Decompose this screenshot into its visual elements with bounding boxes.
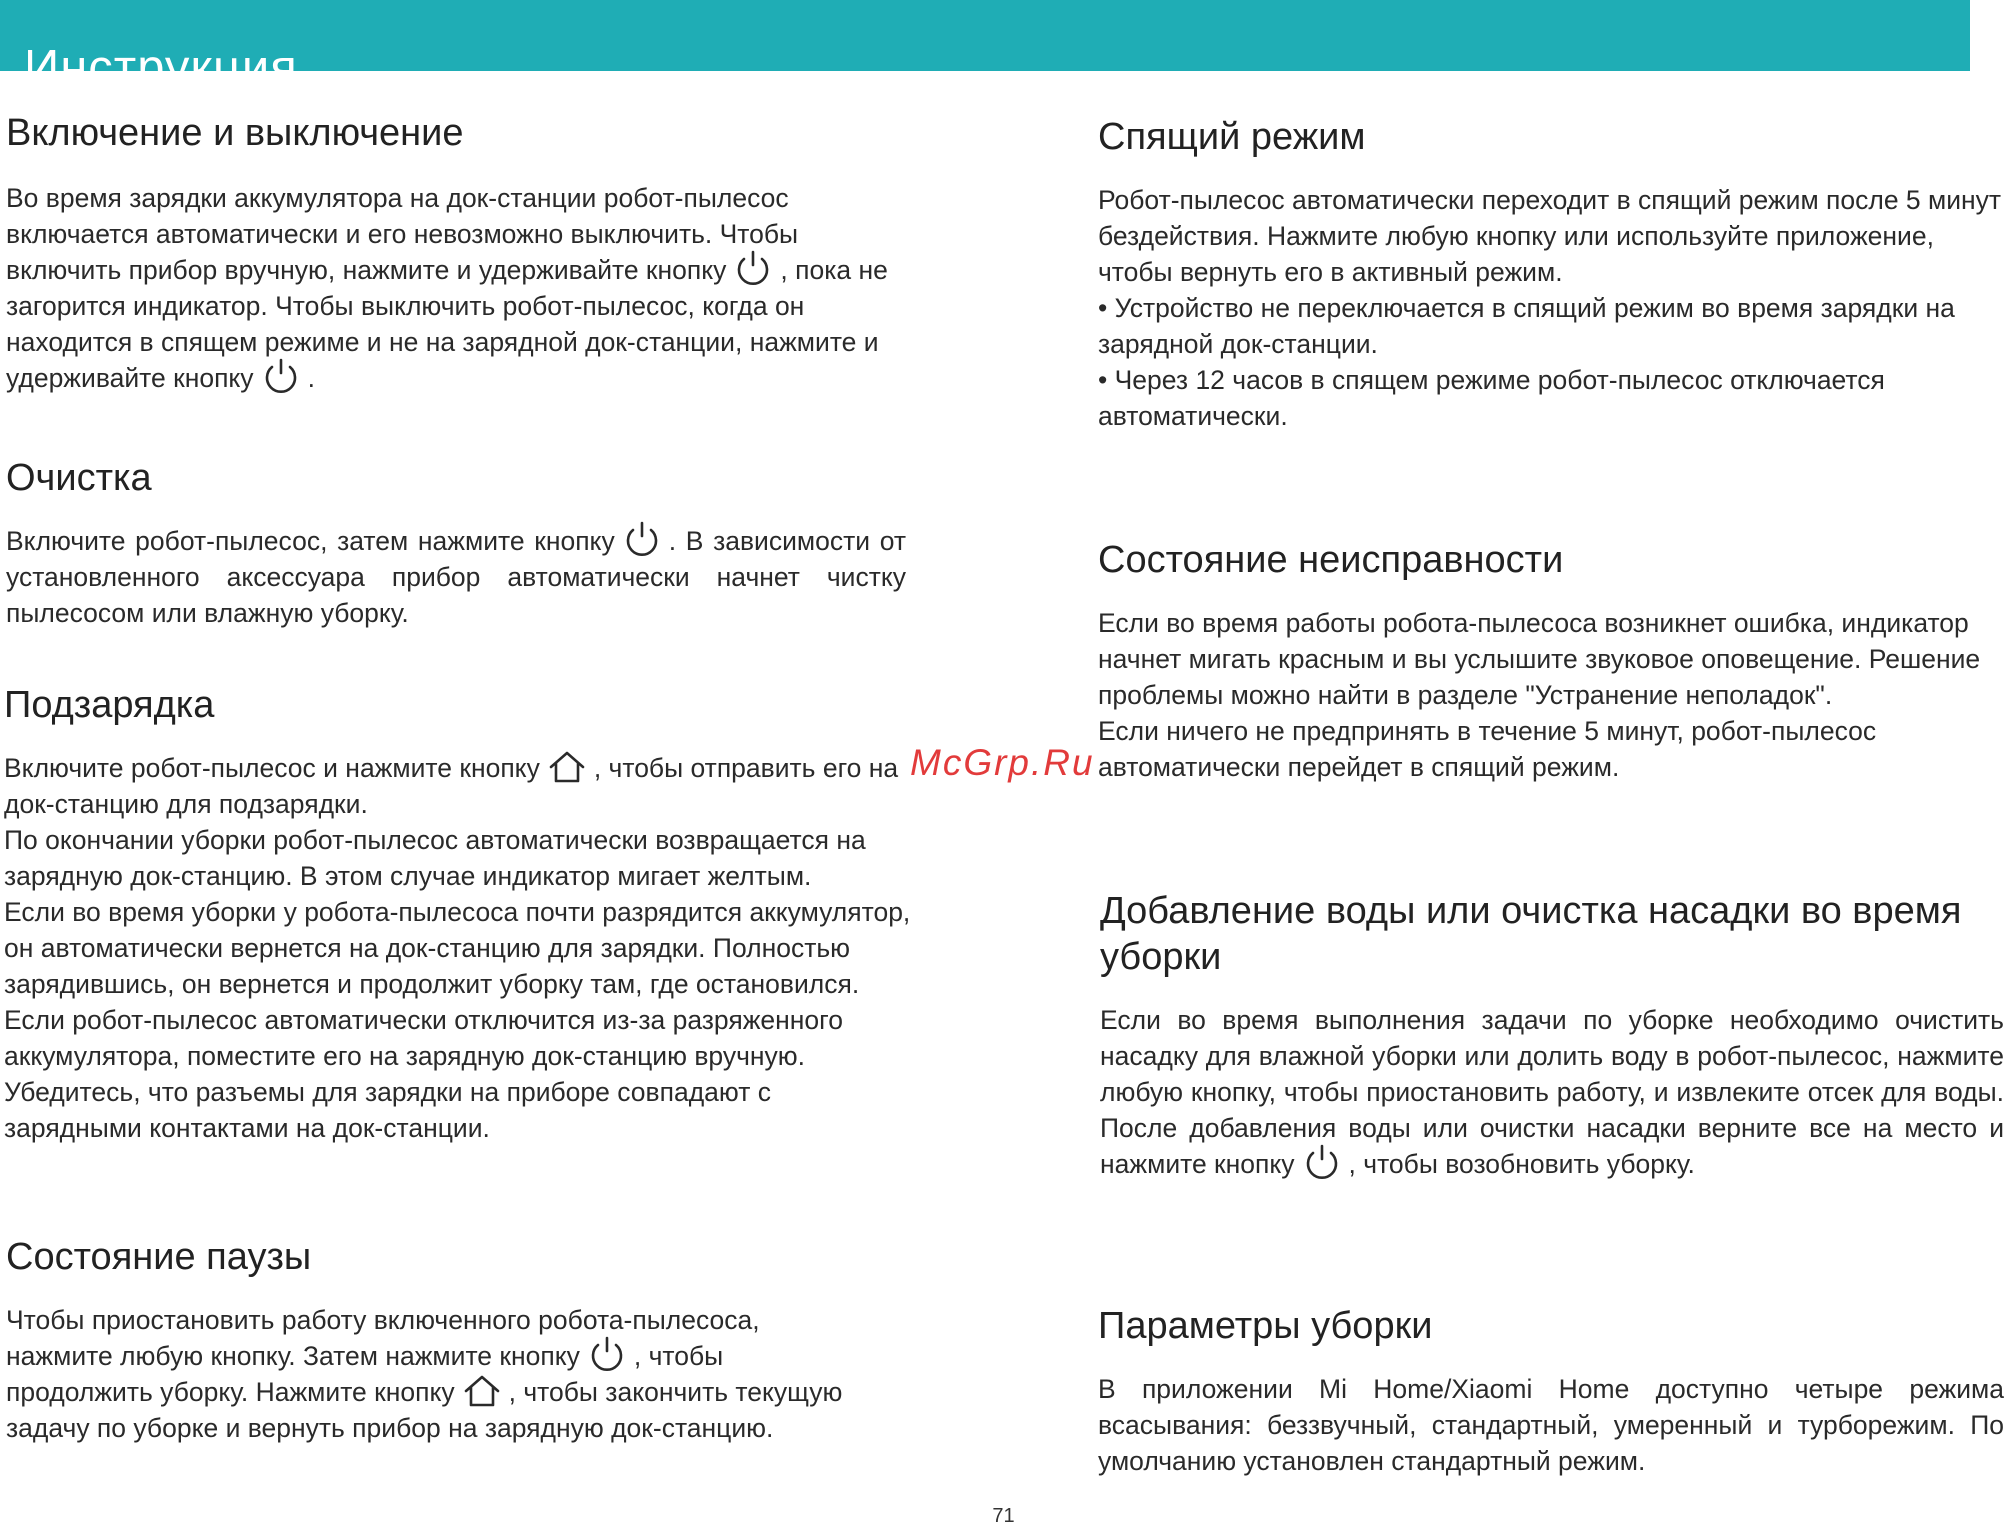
section-title: Состояние паузы — [6, 1236, 312, 1278]
power-button-icon — [260, 358, 302, 396]
section-power-on-off — [6, 110, 906, 396]
section-title: Добавление воды или очистка насадки во время уборки — [1100, 890, 1962, 978]
section-title: Включение и выключение — [6, 112, 464, 154]
section-text: Включите робот-пылесос и нажмите кнопку , чтобы отправить его на док-станцию для подзарядки. — [4, 750, 914, 822]
power-button-icon — [1301, 1144, 1343, 1182]
section-params — [1098, 1303, 2004, 1479]
power-button-icon — [732, 250, 774, 288]
section-fault — [1098, 537, 2004, 785]
section-text: Если во время уборки у робота-пылесоса почти разрядится аккумулятор, он автоматически вернется на док-станцию для зарядки. Полностью зарядившись, он вернется и продолжит уборку там, где остановился. — [4, 897, 911, 999]
watermark: McGrp.Ru — [910, 742, 1095, 783]
section-pause — [6, 1234, 866, 1446]
section-text: Если во время выполнения задачи по уборке необходимо очистить насадку для влажной уборки или долить воду в робот-пылесос, нажмите любую кнопку, чтобы приостановить работу, и извлеките отсек для воды. После добавления воды или очистки насадки верните все на место и нажмите кнопку , чтобы возобновить уборку. — [1100, 1002, 2004, 1182]
section-text: По окончании уборки робот-пылесос автоматически возвращается на зарядную док-станцию. В этом случае индикатор мигает желтым. — [4, 825, 866, 891]
section-title: Очистка — [6, 457, 152, 499]
section-text: Включите робот-пылесос, затем нажмите кнопку . В зависимости от установленного аксессуара прибор автоматически начнет чистку пылесосом или влажную уборку. — [6, 523, 906, 631]
section-text: • Через 12 часов в спящем режиме робот-пылесос отключается автоматически. — [1098, 365, 1885, 431]
section-title: Спящий режим — [1098, 116, 1366, 158]
page-number: 71 — [992, 1505, 1015, 1527]
section-text: Если ничего не предпринять в течение 5 минут, робот-пылесос автоматически перейдет в спящий режим. — [1098, 716, 1877, 782]
section-title: Состояние неисправности — [1098, 539, 1564, 581]
home-button-icon — [461, 1372, 503, 1410]
section-cleaning — [6, 455, 906, 631]
section-text: Чтобы приостановить работу включенного робота-пылесоса, нажмите любую кнопку. Затем нажмите кнопку , чтобы продолжить уборку. Нажмите кнопку , чтобы закончить текущую задачу по уборке и вернуть прибор на зарядную док-станцию. — [6, 1305, 843, 1443]
section-text: Во время зарядки аккумулятора на док-станции робот-пылесос включается автоматически и его невозможно выключить. Чтобы включить прибор вручную, нажмите и удерживайте кнопку , пока не загорится индикатор. Чтобы выключить робот-пылесос, когда он находится в спящем режиме и не на зарядной док-станции, нажмите и удерживайте кнопку . — [6, 180, 906, 396]
power-button-icon — [621, 521, 663, 559]
page-title: Инструкция — [24, 40, 298, 95]
header-bar — [0, 0, 1970, 95]
home-button-icon — [546, 748, 588, 786]
section-text: Робот-пылесос автоматически переходит в спящий режим после 5 минут бездействия. Нажмите любую кнопку или используйте приложение, чтобы вернуть его в активный режим. — [1098, 185, 2002, 287]
section-text: • Устройство не переключается в спящий режим во время зарядки на зарядной док-станции. — [1098, 293, 1955, 359]
section-title: Параметры уборки — [1098, 1305, 1433, 1347]
section-text: Если во время работы робота-пылесоса возникнет ошибка, индикатор начнет мигать красным и вы услышите звуковое оповещение. Решение проблемы можно найти в разделе "Устранение неполадок". — [1098, 608, 1981, 710]
section-title: Подзарядка — [4, 684, 215, 726]
section-water — [1100, 888, 2004, 1182]
section-text: В приложении Mi Home/Xiaomi Home доступно четыре режима всасывания: беззвучный, стандартный, умеренный и турборежим. По умолчанию установлен стандартный режим. — [1098, 1374, 2004, 1476]
section-sleep — [1098, 114, 2004, 434]
section-charging — [4, 682, 914, 1146]
power-button-icon — [586, 1336, 628, 1374]
section-text: Если робот-пылесос автоматически отключится из-за разряженного аккумулятора, поместите его на зарядную док-станцию вручную. Убедитесь, что разъемы для зарядки на приборе совпадают с зарядными контактами на док-станции. — [4, 1005, 843, 1143]
